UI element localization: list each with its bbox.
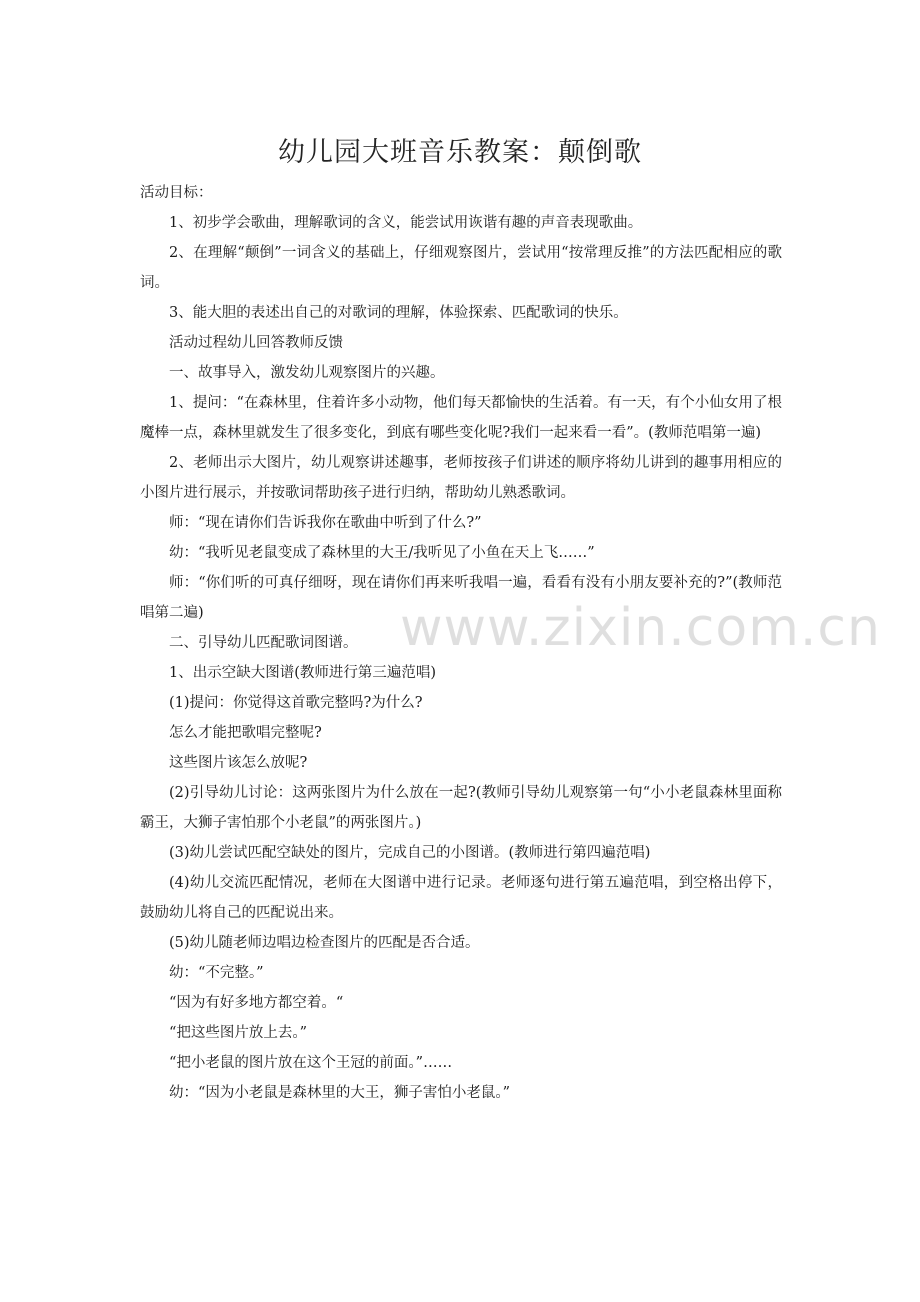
document-body xyxy=(140,178,782,1108)
paragraph: “把这些图片放上去。” xyxy=(169,1025,308,1041)
paragraph: 1、初步学会歌曲，理解歌词的含义，能尝试用诙谐有趣的声音表现歌曲。 xyxy=(169,215,643,231)
paragraph: 一、故事导入，激发幼儿观察图片的兴趣。 xyxy=(169,365,445,381)
paragraph: (2)引导幼儿讨论：这两张图片为什么放在一起?(教师引导幼儿观察第一句“小小老鼠森林里面称霸王，大狮子害怕那个小老鼠”的两张图片。) xyxy=(140,785,782,831)
paragraph: (5)幼儿随老师边唱边检查图片的匹配是否合适。 xyxy=(169,935,480,951)
paragraph: “把小老鼠的图片放在这个王冠的前面。”…… xyxy=(169,1055,453,1071)
section-heading-objectives: 活动目标： xyxy=(140,185,213,201)
paragraph: (3)幼儿尝试匹配空缺处的图片，完成自己的小图谱。(教师进行第四遍范唱) xyxy=(169,845,651,861)
paragraph: “因为有好多地方都空着。“ xyxy=(169,995,344,1011)
paragraph: 幼：“不完整。” xyxy=(169,965,264,981)
paragraph: 二、引导幼儿匹配歌词图谱。 xyxy=(169,635,358,651)
paragraph: 师：“现在请你们告诉我你在歌曲中听到了什么?” xyxy=(169,515,482,531)
paragraph: 2、老师出示大图片，幼儿观察讲述趣事，老师按孩子们讲述的顺序将幼儿讲到的趣事用相应的小图片进行展示，并按歌词帮助孩子进行归纳，帮助幼儿熟悉歌词。 xyxy=(140,455,782,501)
section-heading-process: 活动过程幼儿回答教师反馈 xyxy=(169,335,343,351)
paragraph: 怎么才能把歌唱完整呢? xyxy=(169,725,322,741)
paragraph: 1、提问：“在森林里，住着许多小动物，他们每天都愉快的生活着。有一天，有个小仙女用了根魔棒一点，森林里就发生了很多变化，到底有哪些变化呢?我们一起来看一看”。(教师范唱第一遍) xyxy=(140,395,782,441)
paragraph: 这些图片该怎么放呢? xyxy=(169,755,308,771)
paragraph: (4)幼儿交流匹配情况，老师在大图谱中进行记录。老师逐句进行第五遍范唱，到空格出停下，鼓励幼儿将自己的匹配说出来。 xyxy=(140,875,782,921)
paragraph: 幼：“因为小老鼠是森林里的大王，狮子害怕小老鼠。” xyxy=(169,1085,511,1101)
paragraph: 师：“你们听的可真仔细呀，现在请你们再来听我唱一遍，看看有没有小朋友要补充的?”(教师范唱第二遍) xyxy=(140,575,782,621)
paragraph: 幼：“我听见老鼠变成了森林里的大王/我听见了小鱼在天上飞……” xyxy=(169,545,595,561)
paragraph: 1、出示空缺大图谱(教师进行第三遍范唱) xyxy=(169,665,437,681)
paragraph: 3、能大胆的表述出自己的对歌词的理解，体验探索、匹配歌词的快乐。 xyxy=(169,305,628,321)
page-title: 幼儿园大班音乐教案：颠倒歌 xyxy=(278,137,642,168)
watermark: www.zixin.com.cn xyxy=(400,598,881,658)
paragraph: (1)提问：你觉得这首歌完整吗?为什么? xyxy=(169,695,423,711)
paragraph: 2、在理解“颠倒”一词含义的基础上，仔细观察图片，尝试用“按常理反推”的方法匹配相应的歌词。 xyxy=(140,245,782,291)
